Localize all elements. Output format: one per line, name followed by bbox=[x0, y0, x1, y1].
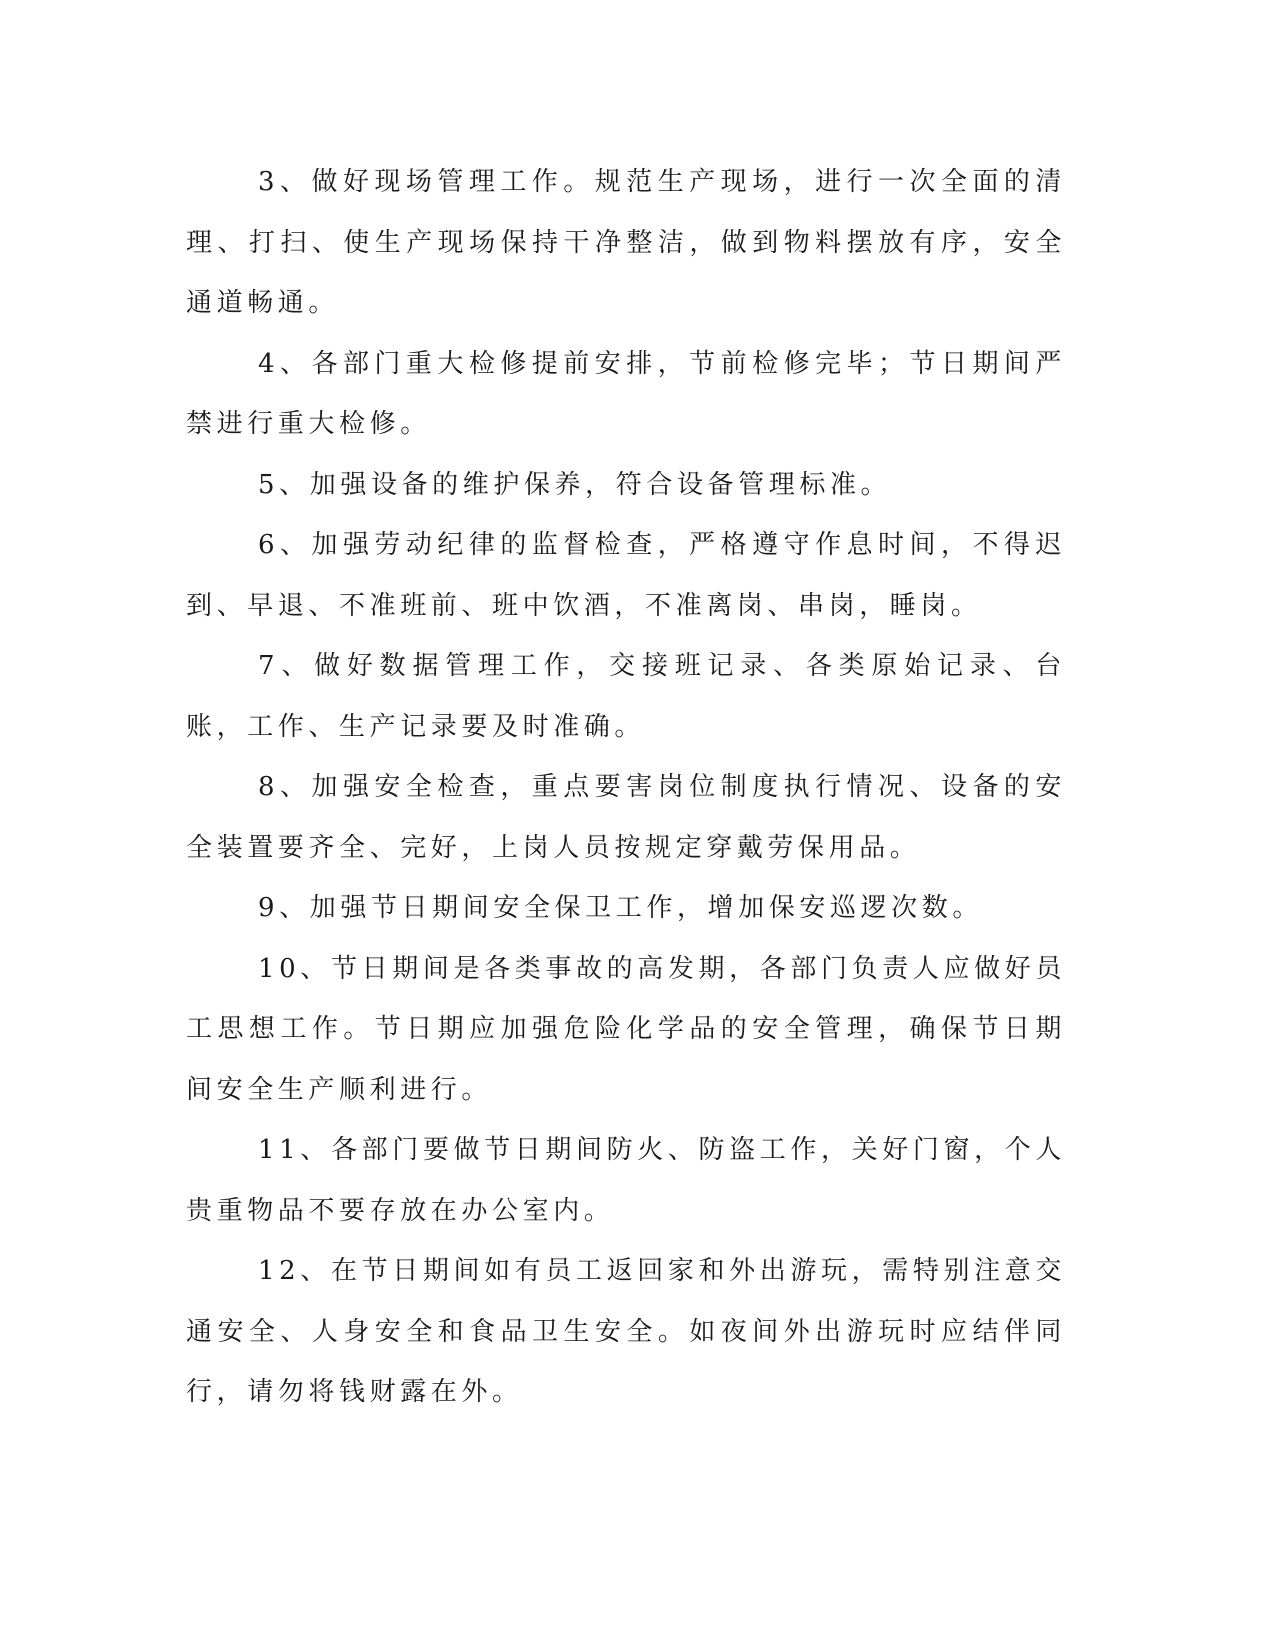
paragraph-item-6: 6、加强劳动纪律的监督检查，严格遵守作息时间，不得迟到、早退、不准班前、班中饮酒，不准离岗、串岗，睡岗。 bbox=[186, 530, 1066, 621]
document-body bbox=[186, 152, 1066, 1423]
paragraph-item-4: 4、各部门重大检修提前安排，节前检修完毕；节日期间严禁进行重大检修。 bbox=[186, 348, 1066, 439]
paragraph-item-10: 10、节日期间是各类事故的高发期，各部门负责人应做好员工思想工作。节日期应加强危险化学品的安全管理，确保节日期间安全生产顺利进行。 bbox=[186, 953, 1066, 1105]
paragraph-item-8: 8、加强安全检查，重点要害岗位制度执行情况、设备的安全装置要齐全、完好，上岗人员按规定穿戴劳保用品。 bbox=[186, 772, 1066, 863]
paragraph-item-9: 9、加强节日期间安全保卫工作，增加保安巡逻次数。 bbox=[258, 893, 983, 923]
paragraph-item-7: 7、做好数据管理工作，交接班记录、各类原始记录、台账，工作、生产记录要及时准确。 bbox=[186, 651, 1066, 742]
paragraph-item-11: 11、各部门要做节日期间防火、防盗工作，关好门窗，个人贵重物品不要存放在办公室内。 bbox=[186, 1135, 1066, 1226]
paragraph-item-12: 12、在节日期间如有员工返回家和外出游玩，需特别注意交通安全、人身安全和食品卫生安全。如夜间外出游玩时应结伴同行，请勿将钱财露在外。 bbox=[186, 1256, 1066, 1407]
paragraph-item-5: 5、加强设备的维护保养，符合设备管理标准。 bbox=[258, 469, 892, 500]
paragraph-item-3: 3、做好现场管理工作。规范生产现场，进行一次全面的清理、打扫、使生产现场保持干净整洁，做到物料摆放有序，安全通道畅通。 bbox=[186, 167, 1066, 318]
